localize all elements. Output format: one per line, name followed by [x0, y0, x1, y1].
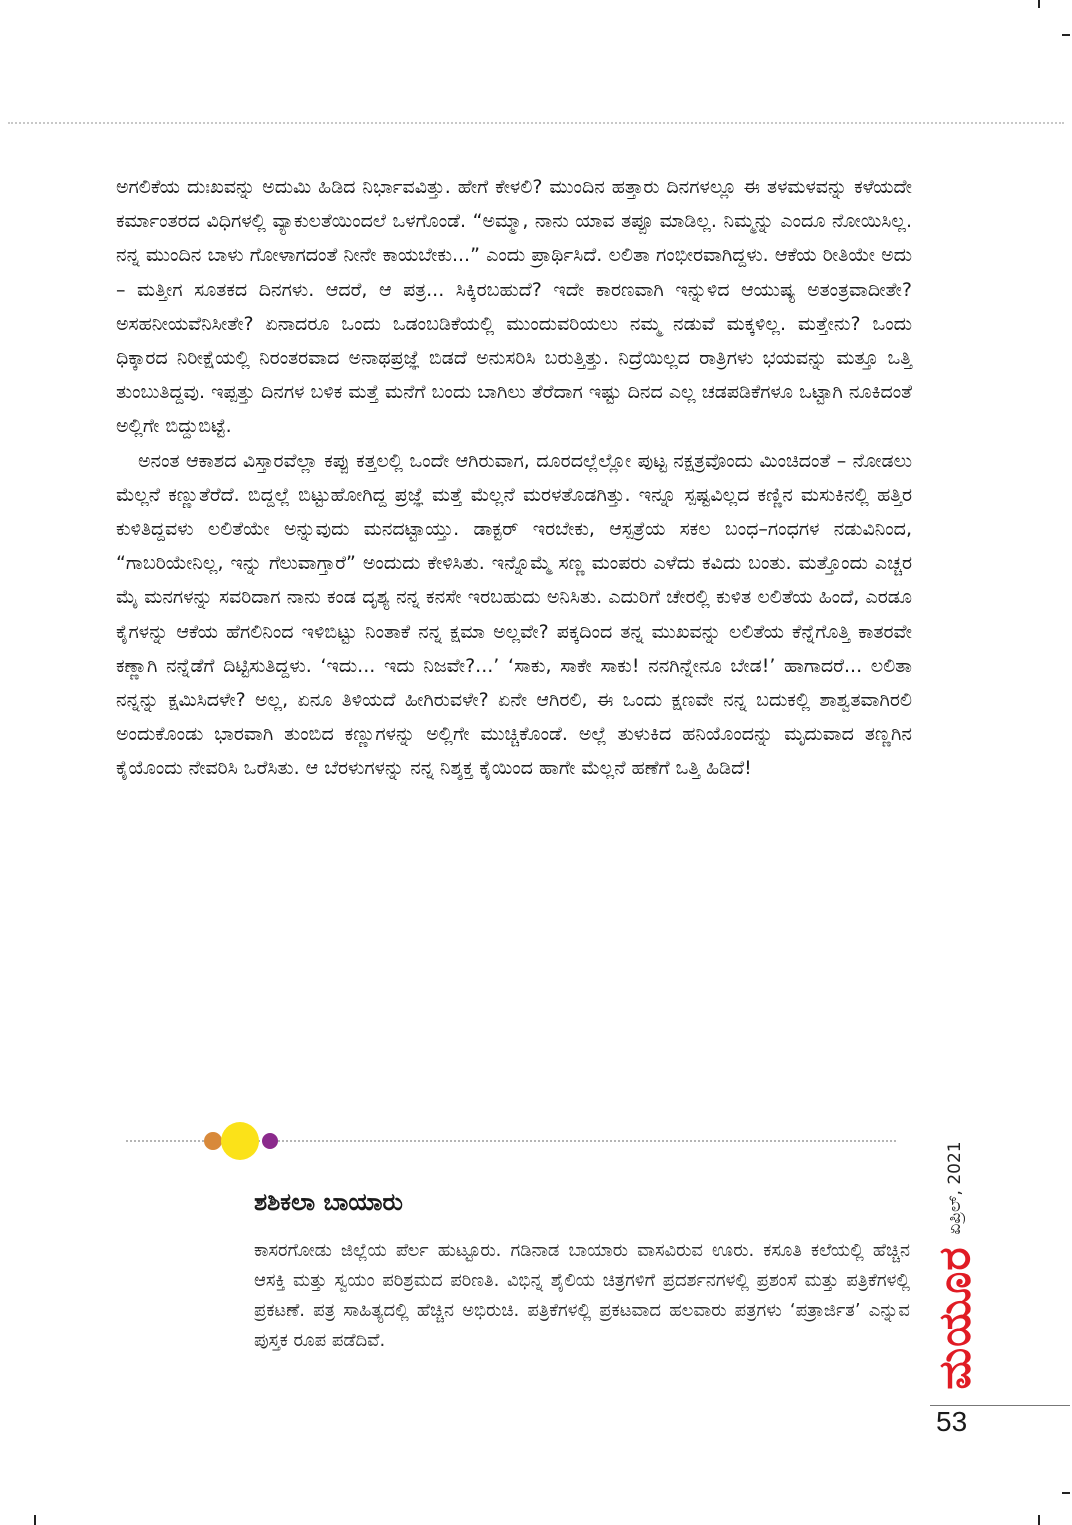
story-paragraph: ಅಗಲಿಕೆಯ ದುಃಖವನ್ನು ಅದುಮಿ ಹಿಡಿದ ನಿರ್ಭಾವವಿತ್ತು. ಹೇಗೆ ಕೇಳಲಿ? ಮುಂದಿನ ಹತ್ತಾರು ದಿನಗಳಲ್ಲೂ ಈ ತಳಮಳವನ್ನು ಕಳೆಯದೇ ಕರ್ಮಾಂತರದ ವಿಧಿಗಳಲ್ಲಿ ವ್ಯಾಕುಲತೆಯಿಂದಲೆ ಒಳಗೊಂಡೆ. “ಅಮ್ಮಾ, ನಾನು ಯಾವ ತಪ್ಪೂ ಮಾಡಿಲ್ಲ. ನಿಮ್ಮನ್ನು ಎಂದೂ ನೋಯಿಸಿಲ್ಲ. ನನ್ನ ಮುಂದಿನ ಬಾಳು ಗೋಳಾಗದಂತೆ ನೀನೇ ಕಾಯಬೇಕು...” ಎಂದು ಪ್ರಾರ್ಥಿಸಿದೆ. ಲಲಿತಾ ಗಂಭೀರವಾಗಿದ್ದಳು. ಆಕೆಯ ರೀತಿಯೇ ಅದು – ಮತ್ತೀಗ ಸೂತಕದ ದಿನಗಳು. ಆದರೆ, ಆ ಪತ್ರ... ಸಿಕ್ಕಿರಬಹುದೆ? ಇದೇ ಕಾರಣವಾಗಿ ಇನ್ನುಳಿದ ಆಯುಷ್ಯ ಅತಂತ್ರವಾದೀತೇ? ಅಸಹನೀಯವೆನಿಸೀತೇ? ಏನಾದರೂ ಒಂದು ಒಡಂಬಡಿಕೆಯಲ್ಲಿ ಮುಂದುವರಿಯಲು ನಮ್ಮ ನಡುವೆ ಮಕ್ಕಳಿಲ್ಲ. ಮತ್ತೇನು? ಒಂದು ಧಿಕ್ಕಾರದ ನಿರೀಕ್ಷೆಯಲ್ಲಿ ನಿರಂತರವಾದ ಅನಾಥಪ್ರಜ್ಞೆ ಬಿಡದೆ ಅನುಸರಿಸಿ ಬರುತ್ತಿತ್ತು. ನಿದ್ರೆಯಿಲ್ಲದ ರಾತ್ರಿಗಳು ಭಯವನ್ನು ಮತ್ತೂ ಒತ್ತಿ ತುಂಬುತಿದ್ದವು. ಇಪ್ಪತ್ತು ದಿನಗಳ ಬಳಿಕ ಮತ್ತೆ ಮನೆಗೆ ಬಂದು ಬಾಗಿಲು ತೆರೆದಾಗ ಇಷ್ಟು ದಿನದ ಎಲ್ಲ ಚಡಪಡಿಕೆಗಳೂ ಒಟ್ಟಾಗಿ ನೂಕಿದಂತೆ ಅಲ್ಲಿಗೇ ಬಿದ್ದುಬಿಟ್ಟೆ.	[116, 176, 912, 438]
crop-mark	[1038, 0, 1040, 8]
purple-dot-ornament	[262, 1133, 278, 1149]
story-paragraph: ಅನಂತ ಆಕಾಶದ ವಿಸ್ತಾರವೆಲ್ಲಾ ಕಪ್ಪು ಕತ್ತಲಲ್ಲಿ ಒಂದೇ ಆಗಿರುವಾಗ, ದೂರದಲ್ಲೆಲ್ಲೋ ಪುಟ್ಟ ನಕ್ಷತ್ರವೊಂದು ಮಿಂಚಿದಂತೆ – ನೋಡಲು ಮೆಲ್ಲನೆ ಕಣ್ಣುತೆರೆದೆ. ಬಿದ್ದಲ್ಲೆ ಬಿಟ್ಟುಹೋಗಿದ್ದ ಪ್ರಜ್ಞೆ ಮತ್ತೆ ಮೆಲ್ಲನೆ ಮರಳತೊಡಗಿತ್ತು. ಇನ್ನೂ ಸ್ಪಷ್ಟವಿಲ್ಲದ ಕಣ್ಣಿನ ಮಸುಕಿನಲ್ಲಿ ಹತ್ತಿರ ಕುಳಿತಿದ್ದವಳು ಲಲಿತೆಯೇ ಅನ್ನುವುದು ಮನದಟ್ಟಾಯ್ತು. ಡಾಕ್ಟರ್ ಇರಬೇಕು, ಆಸ್ಪತ್ರೆಯ ಸಕಲ ಬಂಧ–ಗಂಧಗಳ ನಡುವಿನಿಂದ, “ಗಾಬರಿಯೇನಿಲ್ಲ, ಇನ್ನು ಗೆಲುವಾಗ್ತಾರೆ” ಅಂದುದು ಕೇಳಿಸಿತು. ಇನ್ನೊಮ್ಮೆ ಸಣ್ಣ ಮಂಪರು ಎಳೆದು ಕವಿದು ಬಂತು. ಮತ್ತೊಂದು ಎಚ್ಚರ ಮೈ ಮನಗಳನ್ನು ಸವರಿದಾಗ ನಾನು ಕಂಡ ದೃಶ್ಯ ನನ್ನ ಕನಸೇ ಇರಬಹುದು ಅನಿಸಿತು. ಎದುರಿಗೆ ಚೇರಲ್ಲಿ ಕುಳಿತ ಲಲಿತೆಯ ಹಿಂದೆ, ಎರಡೂ ಕೈಗಳನ್ನು ಆಕೆಯ ಹೆಗಲಿನಿಂದ ಇಳಿಬಿಟ್ಟು ನಿಂತಾಕೆ ನನ್ನ ಕ್ಷಮಾ ಅಲ್ಲವೇ? ಪಕ್ಕದಿಂದ ತನ್ನ ಮುಖವನ್ನು ಲಲಿತೆಯ ಕೆನ್ನೆಗೊತ್ತಿ ಕಾತರವೇ ಕಣ್ಣಾಗಿ ನನ್ನೆಡೆಗೆ ದಿಟ್ಟಿಸುತಿದ್ದಳು. ‘ಇದು... ಇದು ನಿಜವೇ?...’ ‘ಸಾಕು, ಸಾಕೇ ಸಾಕು! ನನಗಿನ್ನೇನೂ ಬೇಡ!’ ಹಾಗಾದರೆ... ಲಲಿತಾ ನನ್ನನ್ನು ಕ್ಷಮಿಸಿದಳೇ? ಅಲ್ಲ, ಏನೂ ತಿಳಿಯದೆ ಹೀಗಿರುವಳೇ? ಏನೇ ಆಗಿರಲಿ, ಈ ಒಂದು ಕ್ಷಣವೇ ನನ್ನ ಬದುಕಲ್ಲಿ ಶಾಶ್ವತವಾಗಿರಲಿ ಅಂದುಕೊಂಡು ಭಾರವಾಗಿ ತುಂಬಿದ ಕಣ್ಣುಗಳನ್ನು ಅಲ್ಲಿಗೇ ಮುಚ್ಚಿಕೊಂಡೆ. ಅಲ್ಲೆ ತುಳುಕಿದ ಹನಿಯೊಂದನ್ನು ಮೃದುವಾದ ತಣ್ಣಗಿನ ಕೈಯೊಂದು ನೇವರಿಸಿ ಒರೆಸಿತು. ಆ ಬೆರಳುಗಳನ್ನು ನನ್ನ ನಿಶ್ಶಕ್ತ ಕೈಯಿಂದ ಹಾಗೇ ಮೆಲ್ಲನೆ ಹಣೆಗೆ ಒತ್ತಿ ಹಿಡಿದೆ!	[116, 449, 912, 780]
yellow-dot-ornament	[221, 1122, 259, 1160]
issue-date: ಏಪ್ರಿಲ್, 2021	[945, 1141, 965, 1235]
crop-mark	[1038, 1515, 1040, 1525]
author-bio: ಕಾಸರಗೋಡು ಜಿಲ್ಲೆಯ ಪೆರ್ಲ ಹುಟ್ಟೂರು. ಗಡಿನಾಡ ಬಾಯಾರು ವಾಸವಿರುವ ಊರು. ಕಸೂತಿ ಕಲೆಯಲ್ಲಿ ಹೆಚ್ಚಿನ ಆಸಕ್ತಿ ಮತ್ತು ಸ್ವಯಂ ಪರಿಶ್ರಮದ ಪರಿಣತಿ. ವಿಭಿನ್ನ ಶೈಲಿಯ ಚಿತ್ರಗಳಿಗೆ ಪ್ರದರ್ಶನಗಳಲ್ಲಿ ಪ್ರಶಂಸೆ ಮತ್ತು ಪತ್ರಿಕೆಗಳಲ್ಲಿ ಪ್ರಕಟಣೆ. ಪತ್ರ ಸಾಹಿತ್ಯದಲ್ಲಿ ಹೆಚ್ಚಿನ ಅಭಿರುಚಿ. ಪತ್ರಿಕೆಗಳಲ್ಲಿ ಪ್ರಕಟವಾದ ಹಲವಾರು ಪತ್ರಗಳು ‘ಪತ್ರಾರ್ಜಿತ’ ಎನ್ನುವ ಪುಸ್ತಕ ರೂಪ ಪಡೆದಿವೆ.	[254, 1240, 910, 1351]
crop-mark	[34, 1515, 36, 1525]
crop-mark	[1062, 1492, 1070, 1494]
magazine-logo: ಮಯೂರ	[929, 1246, 981, 1390]
top-dotted-rule	[8, 122, 1064, 124]
orange-dot-ornament	[204, 1132, 222, 1150]
crop-mark	[1062, 34, 1070, 36]
story-body	[116, 170, 912, 786]
author-name: ಶಶಿಕಲಾ ಬಾಯಾರು	[254, 1188, 403, 1216]
page-number: 53	[936, 1406, 968, 1437]
